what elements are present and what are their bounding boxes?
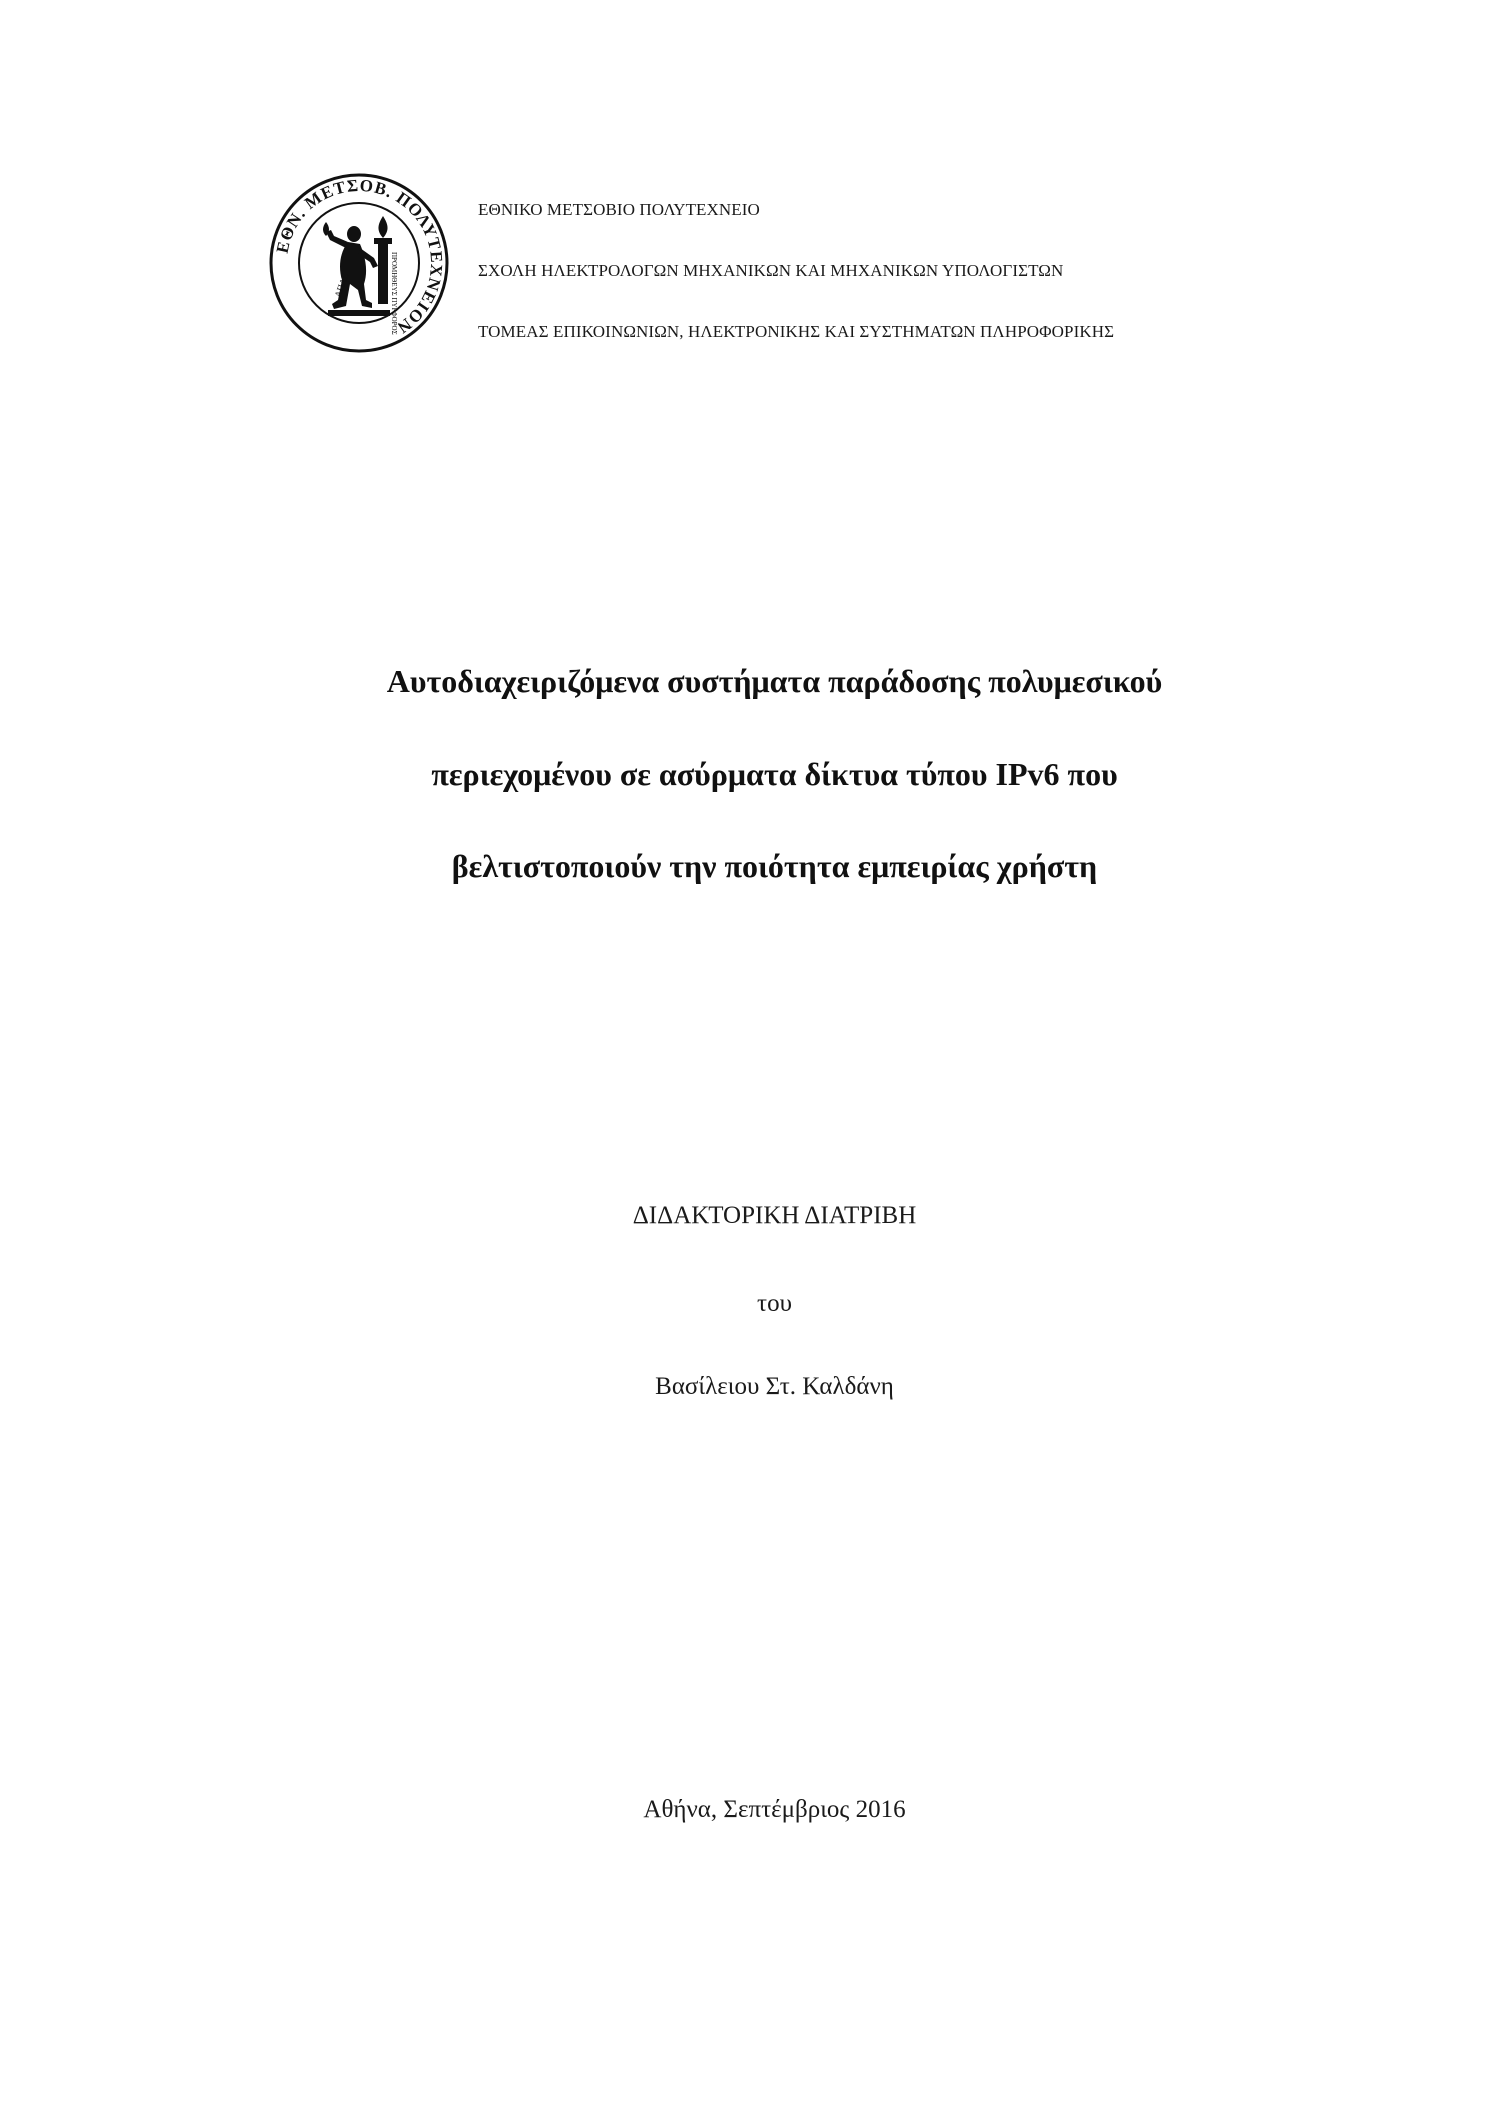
seal-inner-left-text: ΑΠΛΕ	[332, 271, 351, 299]
thesis-title-line-1: Αυτοδιαχειριζόμενα συστήματα παράδοσης πολυμεσικού	[386, 663, 1163, 699]
author-preposition: του	[757, 1290, 792, 1317]
thesis-title-line-2: περιεχομένου σε ασύρματα δίκτυα τύπου IPv6 που	[431, 756, 1118, 792]
university-seal-logo	[268, 172, 450, 354]
author-name: Βασίλειου Στ. Καλδάνη	[655, 1373, 894, 1400]
seal-ring-text: ΕΘΝ. ΜΕΤΣΟΒ. ΠΟΛΥΤΕΧΝΕΙΟΝ	[272, 175, 447, 338]
school-name: ΣΧΟΛΗ ΗΛΕΚΤΡΟΛΟΓΩΝ ΜΗΧΑΝΙΚΩΝ ΚΑΙ ΜΗΧΑΝΙΚΩΝ ΥΠΟΛΟΓΙΣΤΩΝ	[478, 261, 1064, 280]
seal-inner-right-text: ΠΡΟΜΗΘΕΥΣ ΠΥΡΦΟΡΟΣ	[390, 252, 398, 335]
institution-name: ΕΘΝΙΚΟ ΜΕΤΣΟΒΙΟ ΠΟΛΥΤΕΧΝΕΙΟ	[478, 200, 760, 219]
place-and-date: Αθήνα, Σεπτέμβριος 2016	[643, 1796, 906, 1823]
document-type: ΔΙΔΑΚΤΟΡΙΚΗ ΔΙΑΤΡΙΒΗ	[632, 1202, 917, 1229]
department-name: ΤΟΜΕΑΣ ΕΠΙΚΟΙΝΩΝΙΩΝ, ΗΛΕΚΤΡΟΝΙΚΗΣ ΚΑΙ ΣΥΣΤΗΜΑΤΩΝ ΠΛΗΡΟΦΟΡΙΚΗΣ	[478, 322, 1115, 341]
thesis-title-line-3: βελτιστοποιούν την ποιότητα εμπειρίας χρήστη	[451, 848, 1098, 884]
